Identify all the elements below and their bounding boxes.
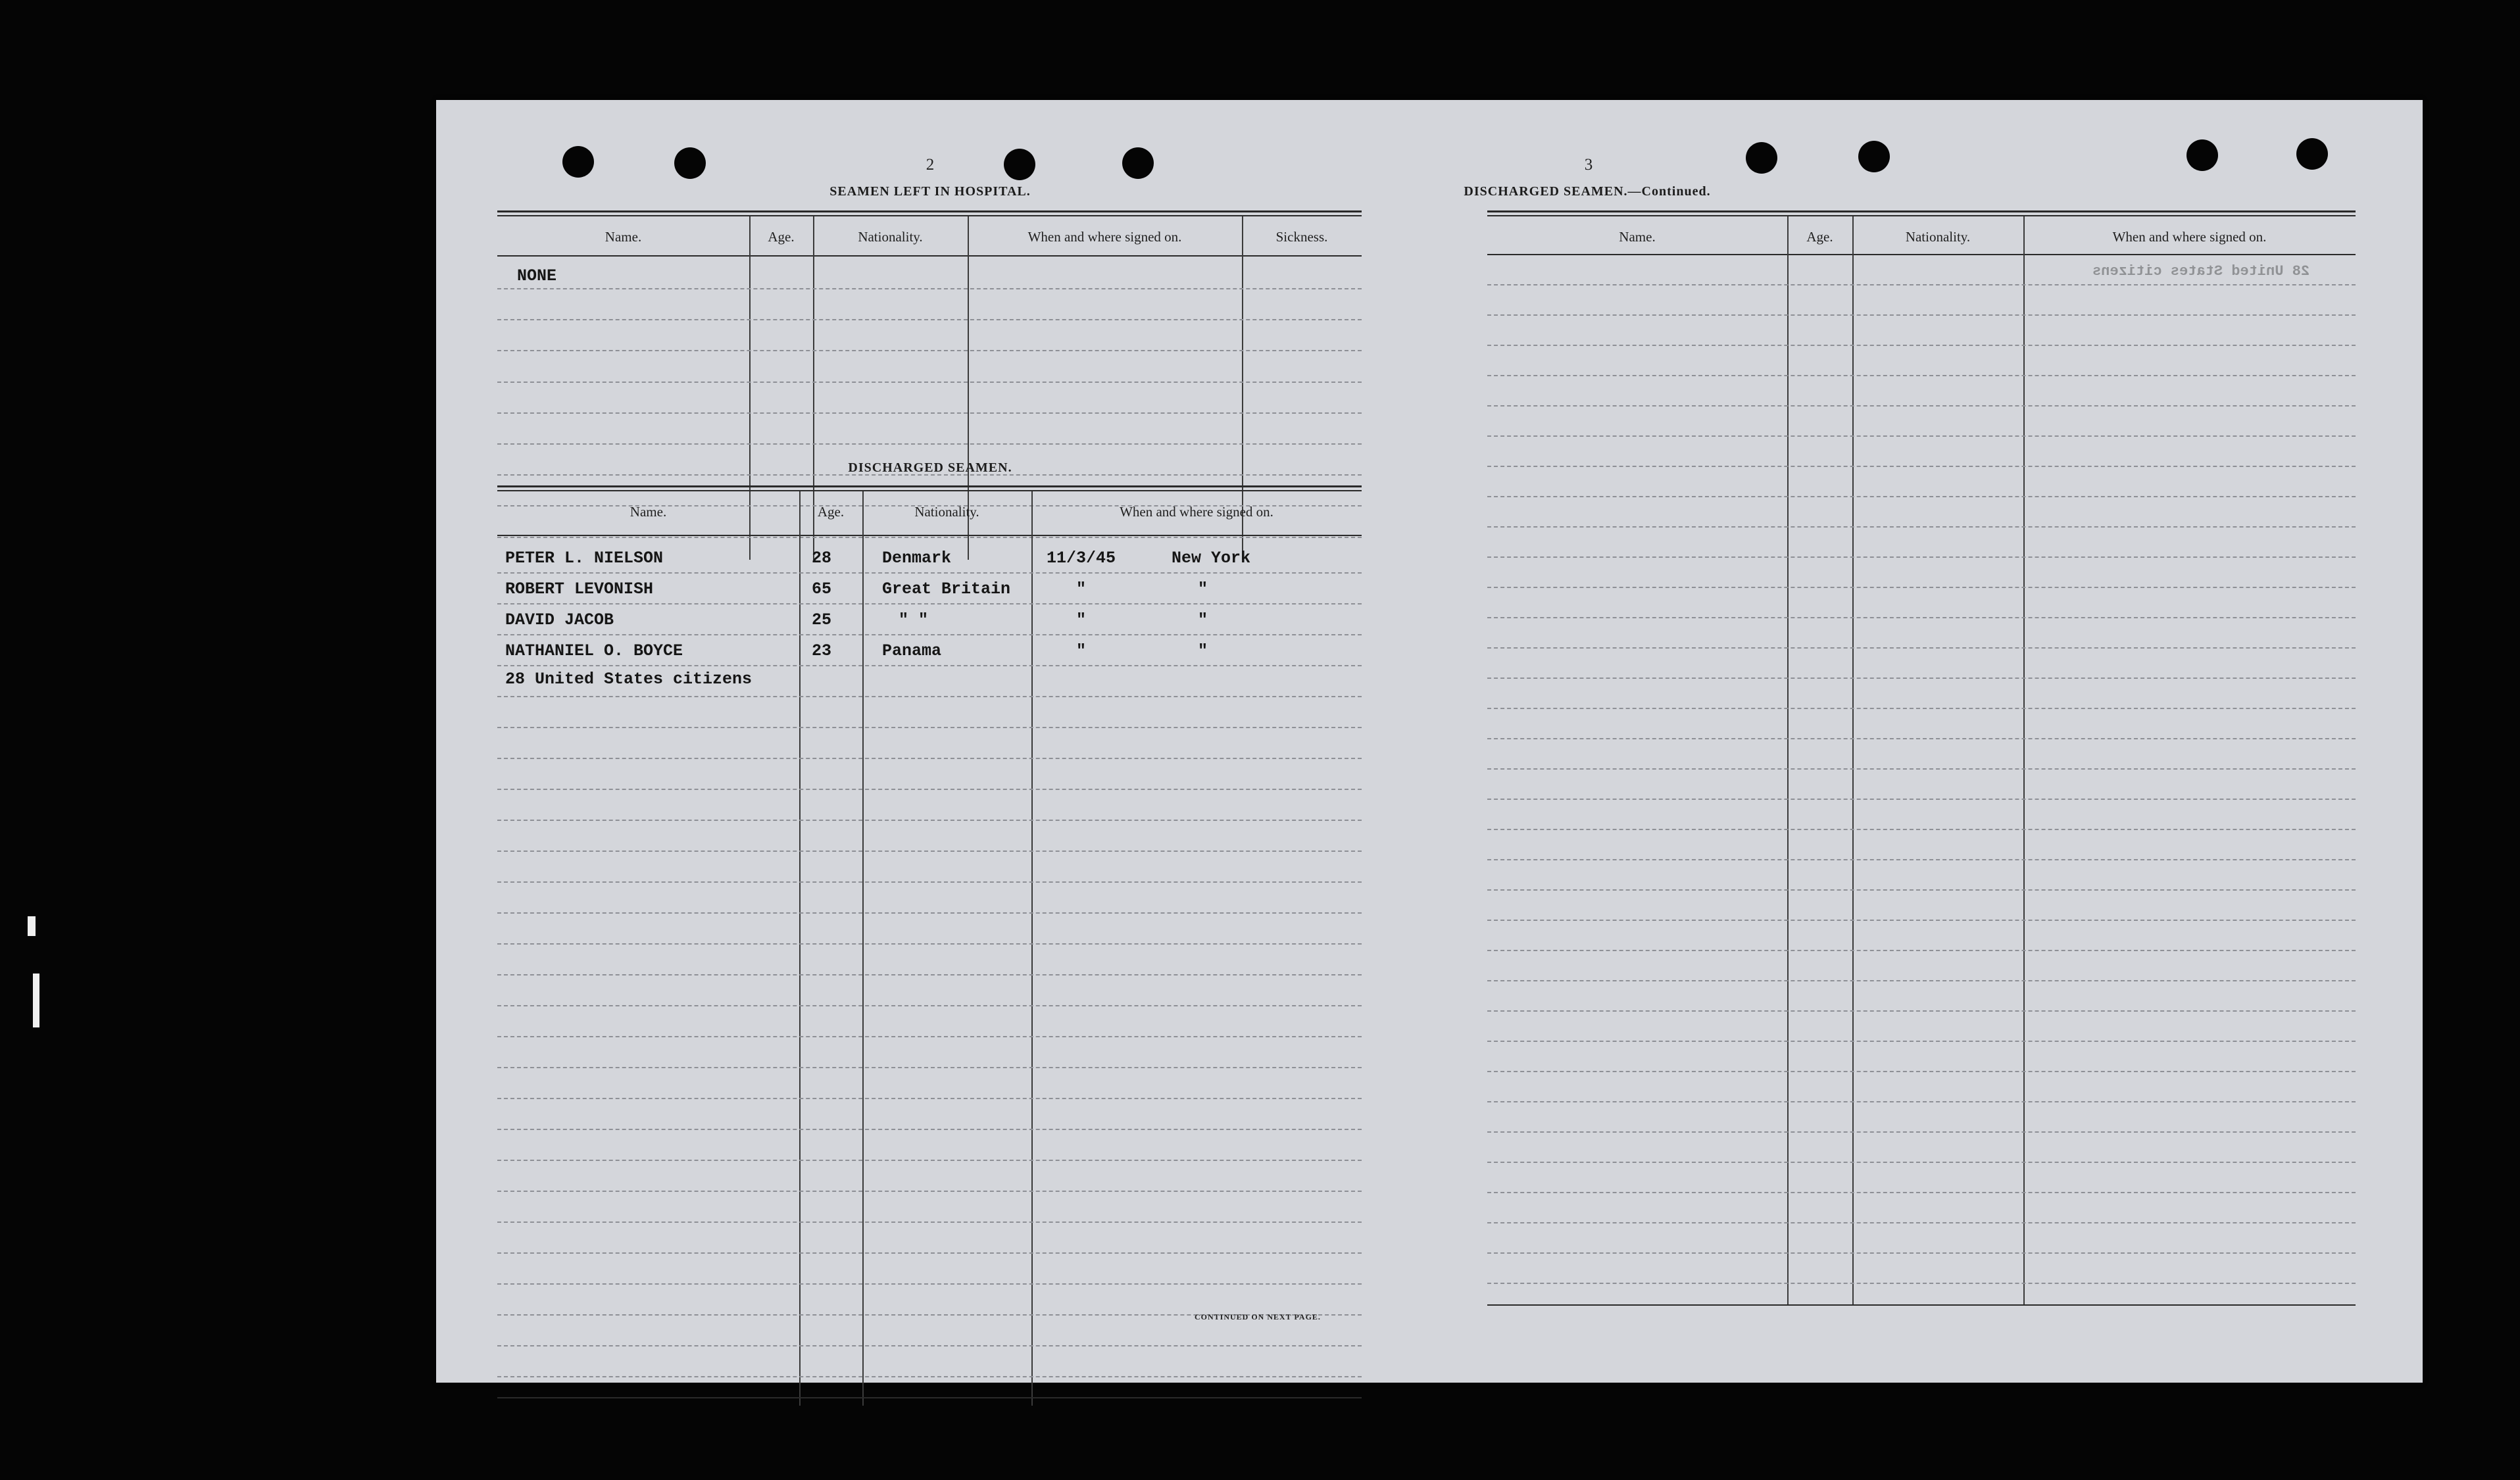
signed-on-place: " <box>1198 641 1208 660</box>
seaman-name: PETER L. NIELSON <box>505 549 664 568</box>
page-number: 3 <box>1584 156 1593 174</box>
film-edge-mark <box>28 916 36 936</box>
column-header-nationality: Nationality. <box>1905 229 1971 245</box>
column-header-sickness: Sickness. <box>1275 229 1328 245</box>
seaman-age: 25 <box>812 610 832 629</box>
column-header-age: Age. <box>768 229 795 245</box>
signed-on-date: " <box>1076 641 1087 660</box>
discharged-section-title: DISCHARGED SEAMEN. <box>848 460 1012 475</box>
continued-footer: CONTINUED ON NEXT PAGE. <box>1195 1312 1321 1321</box>
hospital-section-title: SEAMEN LEFT IN HOSPITAL. <box>829 184 1031 199</box>
column-header-signed-on: When and where signed on. <box>1027 229 1182 245</box>
seaman-age: 28 <box>812 549 832 568</box>
signed-on-place: " <box>1198 610 1208 629</box>
film-edge-mark <box>33 974 39 1027</box>
column-header-signed-on: When and where signed on. <box>2112 229 2267 245</box>
seaman-nationality: " " <box>899 610 929 629</box>
signed-on-date: 11/3/45 <box>1047 549 1116 568</box>
left-page <box>436 100 1370 1383</box>
citizens-summary: 28 United States citizens <box>505 670 753 689</box>
seaman-name: ROBERT LEVONISH <box>505 580 654 599</box>
bleed-through-text: 28 United States citizens <box>2092 263 2310 280</box>
seaman-nationality: Denmark <box>882 549 952 568</box>
seaman-nationality: Great Britain <box>882 580 1011 599</box>
column-header-age: Age. <box>817 504 845 520</box>
right-page <box>1423 100 2423 1383</box>
signed-on-date: " <box>1076 580 1087 599</box>
discharged-continued-table <box>1487 210 2356 1309</box>
column-header-name: Name. <box>630 504 667 520</box>
seaman-name: NATHANIEL O. BOYCE <box>505 641 683 660</box>
seaman-age: 65 <box>812 580 832 599</box>
hospital-entry: NONE <box>517 266 557 285</box>
seaman-name: DAVID JACOB <box>505 610 614 629</box>
column-header-age: Age. <box>1806 229 1833 245</box>
column-header-nationality: Nationality. <box>858 229 923 245</box>
column-header-nationality: Nationality. <box>914 504 979 520</box>
seaman-age: 23 <box>812 641 832 660</box>
page-number: 2 <box>926 156 935 174</box>
column-header-name: Name. <box>1619 229 1656 245</box>
signed-on-place: " <box>1198 580 1208 599</box>
signed-on-place: New York <box>1172 549 1251 568</box>
signed-on-date: " <box>1076 610 1087 629</box>
discharged-table <box>497 485 1362 1400</box>
column-header-name: Name. <box>605 229 642 245</box>
seaman-nationality: Panama <box>882 641 942 660</box>
document-sheet <box>436 100 2423 1383</box>
column-header-signed-on: When and where signed on. <box>1120 504 1273 520</box>
discharged-continued-title: DISCHARGED SEAMEN.—Continued. <box>1464 184 1711 199</box>
